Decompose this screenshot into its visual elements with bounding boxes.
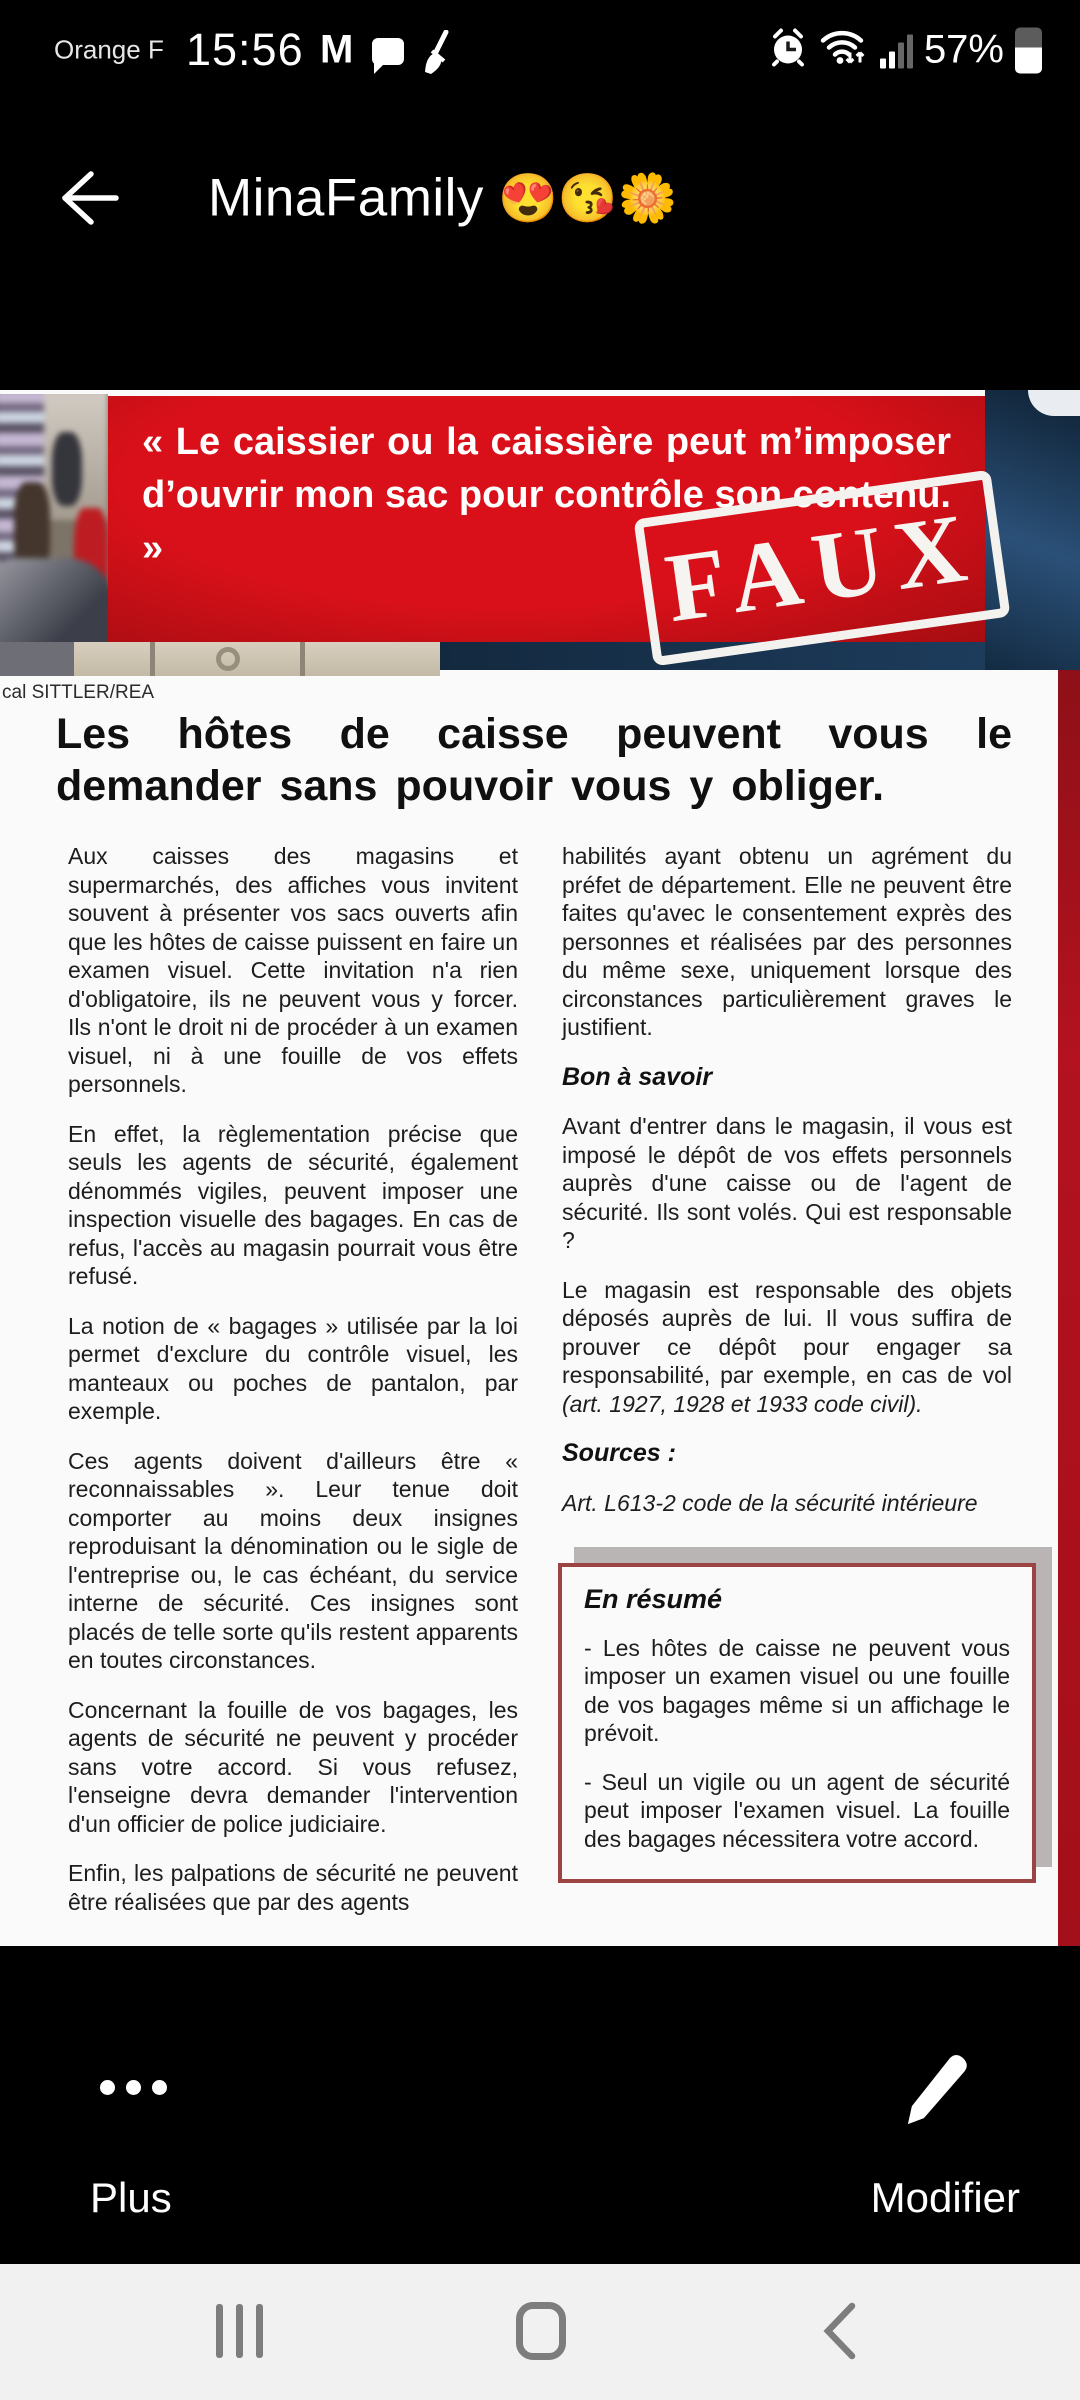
pencil-icon [892, 2050, 970, 2136]
article-right-column [562, 842, 1012, 1937]
legal-reference: (art. 1927, 1928 et 1933 code civil). [562, 1390, 923, 1417]
checkout-photo [0, 394, 108, 642]
page-edge-stripe [1058, 670, 1080, 1946]
carrier-label: Orange F [54, 34, 164, 65]
sources-label: Sources : [562, 1439, 676, 1467]
checkout-photo-floor [0, 642, 440, 676]
home-button[interactable] [516, 2302, 566, 2360]
edit-button[interactable] [786, 2042, 1026, 2226]
photo-credit: cal SITTLER/REA [2, 682, 155, 703]
paragraph: habilités ayant obtenu un agrément du préfet de département. Elle ne peuvent être faites qu'avec le consentement exprès des personnes et réalisées par des personnes du même sexe, uniquement lorsque des circonstances particulièrement graves le justifient. [562, 843, 1012, 1040]
chat-title-text: MinaFamily [208, 168, 484, 228]
banner-navy-panel [985, 390, 1080, 670]
chat-header [0, 138, 1080, 258]
cell-signal-icon [880, 32, 913, 68]
wifi-icon [819, 27, 869, 74]
source-citation: Art. L613-2 code de la sécurité intérieure [562, 1489, 978, 1516]
more-button[interactable] [88, 2066, 248, 2226]
paragraph: Avant d'entrer dans le magasin, il vous est imposé le dépôt de vos effets personnels auprès d'une caisse ou de l'agent de sécurité. Ils sont volés. Qui est responsable ? [562, 1113, 1012, 1253]
more-label: Plus [90, 2174, 172, 2221]
summary-item: - Les hôtes de caisse ne peuvent vous imposer un examen visuel ou une fouille de vos bagages même si un affichage le prévoit. [584, 1634, 1010, 1746]
bottom-action-bar [0, 1946, 1080, 2264]
notification-m-badge: M [320, 27, 354, 72]
battery-icon [1015, 27, 1042, 73]
paragraph: Concernant la fouille de vos bagages, les agents de sécurité ne peuvent y procéder sans votre accord. Si vous refusez, l'enseigne devra demander l'intervention d'un officier de police judiciaire. [68, 1696, 518, 1837]
faux-stamp: FAUX [633, 470, 1010, 667]
clock-time: 15:56 [186, 24, 304, 75]
paragraph: En effet, la règlementation précise que seuls les agents de sécurité, également dénommés vigiles, peuvent imposer une inspection visuelle des bagages. En cas de refus, l'accès au magasin pourrait vous être refusé. [68, 1120, 518, 1289]
paragraph-text: Le magasin est responsable des objets déposés auprès de lui. Il vous suffira de prouver ce dépôt pour engager sa responsabilité, par exemple, en cas de vol [562, 1276, 1012, 1388]
shared-image-document[interactable] [0, 390, 1080, 1946]
status-icons-right [768, 27, 1042, 74]
android-nav-bar [0, 2264, 1080, 2400]
cleaner-notification-icon [420, 30, 456, 81]
paragraph: La notion de « bagages » utilisée par la loi permet d'exclure du contrôle visuel, les manteaux ou poches de pantalon, par exemple. [68, 1312, 518, 1424]
subheading-bon-a-savoir: Bon à savoir [562, 1062, 713, 1091]
quote-text: « Le caissier ou la caissière peut m’imposer d’ouvrir mon sac pour contrôle son contenu. » [142, 421, 951, 569]
paragraph: Ces agents doivent d'ailleurs être « reconnaissables ». Leur tenue doit comporter au moins deux insignes reproduisant la dénomination ou le sigle de l'entreprise ou, le cas échéant, du service interne de sécurité. Ces insignes sont placés de telle sorte qu'ils restent apparents en toutes circonstances. [68, 1447, 518, 1673]
nav-back-button[interactable] [818, 2302, 862, 2360]
article-body [68, 842, 1012, 1937]
edit-label: Modifier [870, 2174, 1020, 2221]
alarm-icon [768, 28, 808, 73]
summary-item: - Seul un vigile ou un agent de sécurité peut imposer l'examen visuel. La fouille des bagages nécessitera votre accord. [584, 1768, 1010, 1852]
paragraph: Aux caisses des magasins et supermarchés, des affiches vous invitent souvent à présenter vos sacs ouverts afin que les hôtes de caisse puissent en faire un examen visuel. Cette invitation n'a rien d'obligatoire, ils ne peuvent vous y forcer. Ils n'ont le droit ni de procéder à un examen visuel, ni à une fouille de vos effets personnels. [68, 843, 518, 1097]
banner-illustration [0, 390, 1080, 676]
paragraph: Enfin, les palpations de sécurité ne peuvent être réalisées que par des agents [68, 1860, 518, 1915]
chat-title-emojis: 😍😘🌼 [497, 172, 678, 226]
article-headline: Les hôtes de caisse peuvent vous le demander sans pouvoir vous y obliger. [56, 710, 1012, 810]
article-left-column [68, 842, 518, 1937]
battery-percent-label: 57% [923, 27, 1004, 72]
status-bar [0, 0, 1080, 100]
summary-box [558, 1563, 1036, 1883]
chat-title [208, 168, 677, 229]
back-button[interactable] [44, 156, 128, 240]
message-notification-icon [372, 38, 404, 65]
recents-button[interactable] [216, 2304, 276, 2360]
summary-title: En résumé [584, 1584, 723, 1614]
more-dots-icon [100, 2080, 248, 2095]
paragraph [562, 1276, 1012, 1419]
